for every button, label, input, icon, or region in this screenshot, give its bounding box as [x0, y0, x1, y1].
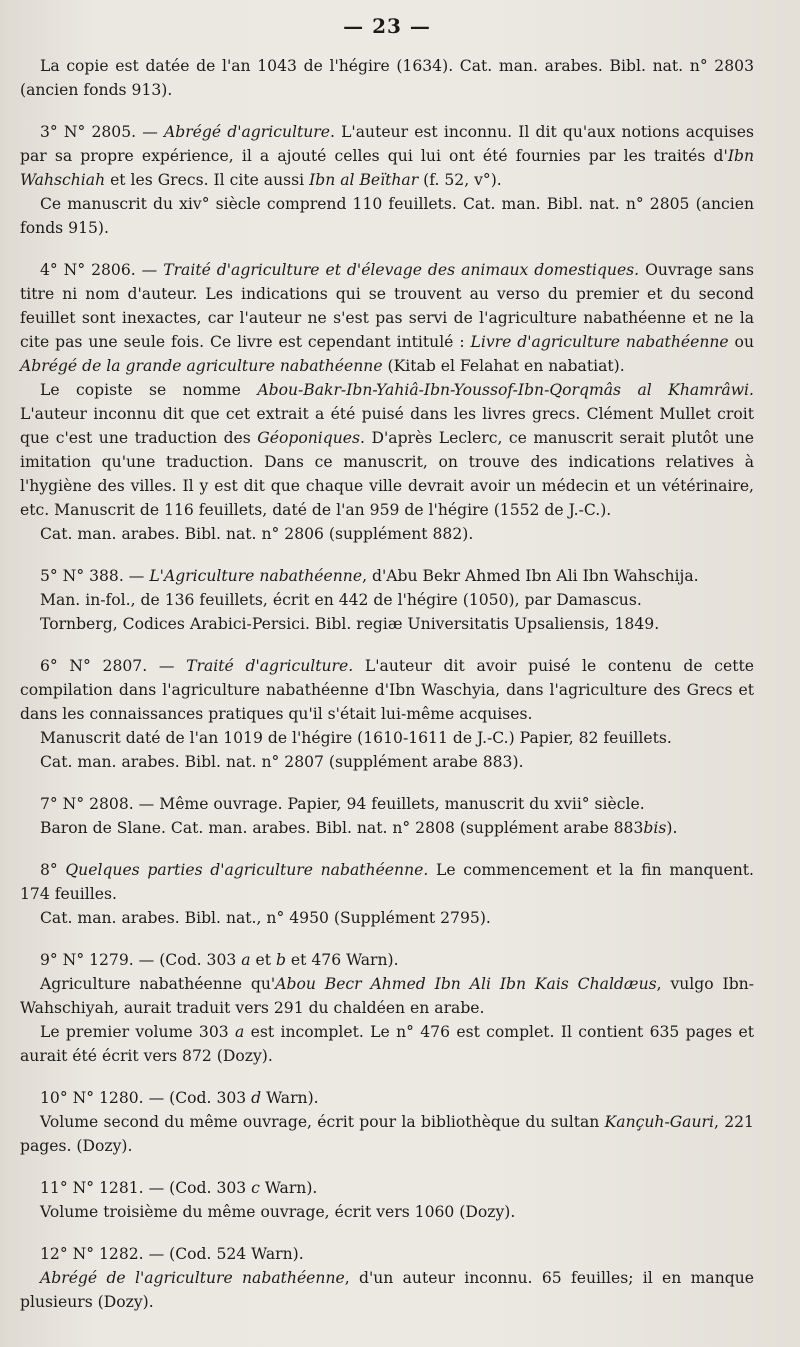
entry-heading: 6° N° 2807. —: [40, 657, 187, 675]
entry-8: [20, 858, 754, 930]
text: D'après Leclerc, ce manuscrit serait plutôt une imitation qu'une traduction. Dans ce manuscrit, on trouve des indications relatives à l'hygiène des villes. Il y est dit que chaque ville devrait avoir un médecin et un vétérinaire, etc. Manuscrit de 116 feuillets, daté de l'an 959 de l'hégire (1552 de J.-C.).: [20, 429, 755, 519]
text: , d'un auteur inconnu. 65 feuilles; il en manque plusieurs (Dozy).: [20, 1269, 754, 1311]
paragraph: Ce manuscrit du xiv° siècle comprend 110 feuillets. Cat. man. Bibl. nat. n° 2805 (ancien fonds 915).: [20, 195, 754, 237]
page-number: — 23 —: [343, 14, 431, 38]
paragraph: [20, 792, 754, 816]
text-italic: d: [251, 1089, 262, 1107]
author-name: Abou Becr Ahmed Ibn Ali Ibn Kais Chaldæus: [275, 975, 657, 993]
copyist-name: Abou-Bakr-Ibn-Yahiâ-Ibn-Youssof-Ibn-Qorqmâs al Khamrâwi.: [257, 381, 754, 399]
entry-4: [20, 258, 754, 546]
text: (f. 52, v°).: [418, 171, 502, 189]
entry-3: [20, 120, 754, 240]
text-italic: c: [251, 1179, 260, 1197]
text: Agriculture nabathéenne qu': [40, 975, 276, 993]
paragraph: Tornberg, Codices Arabici-Persici. Bibl. regiæ Universitatis Upsaliensis, 1849.: [40, 615, 660, 633]
text: Le premier volume 303: [40, 1023, 236, 1041]
entry-heading: 5° N° 388. —: [40, 567, 150, 585]
text: Le commencement et la fin manquent. 174 feuilles.: [20, 861, 754, 903]
paragraph: Cat. man. arabes. Bibl. nat. n° 2806 (supplément 882).: [40, 525, 474, 543]
entry-7: [20, 792, 754, 840]
paragraph: [20, 972, 754, 1020]
entry-title: Abrégé de l'agriculture nabathéenne: [40, 1269, 345, 1287]
paragraph: [20, 564, 754, 588]
paragraph: Volume troisième du même ouvrage, écrit vers 1060 (Dozy).: [40, 1203, 516, 1221]
entry-9: [20, 948, 754, 1068]
paragraph: [20, 1020, 754, 1068]
paragraph: 12° N° 1282. — (Cod. 524 Warn).: [40, 1245, 304, 1263]
entry-heading: 11° N° 1281. — (Cod. 303: [40, 1179, 252, 1197]
text-italic: b: [275, 951, 286, 969]
text: et 476 Warn).: [285, 951, 399, 969]
text: ou: [728, 333, 754, 351]
entry-heading: 8°: [40, 861, 66, 879]
text: Même ouvrage. Papier, 94 feuillets, manuscrit du xvii° siècle.: [159, 795, 645, 813]
text-italic: bis: [643, 819, 667, 837]
entry-heading: 4° N° 2806. —: [40, 261, 164, 279]
entry-12: [20, 1242, 754, 1314]
text: et: [250, 951, 276, 969]
paragraph: [20, 258, 754, 378]
paragraph: [20, 948, 754, 972]
entry-heading: 10° N° 1280. — (Cod. 303: [40, 1089, 252, 1107]
text: L'auteur dit avoir puisé le contenu de cette compilation dans l'agriculture nabathéenne d'Ibn Waschyia, dans l'agriculture des Grecs et dans les connaissances pratiques qu'il s'était lui-même acquises.: [20, 657, 754, 723]
text-italic: a: [241, 951, 251, 969]
text: est incomplet. Le n° 476 est complet. Il contient 635 pages et aurait été écrit vers 872 (Dozy).: [20, 1023, 754, 1065]
text: , d'Abu Bekr Ahmed Ibn Ali Ibn Wahschija.: [362, 567, 699, 585]
entry-6: [20, 654, 754, 774]
paragraph: Cat. man. arabes. Bibl. nat. n° 2807 (supplément arabe 883).: [40, 753, 524, 771]
text: ).: [666, 819, 678, 837]
paragraph: Cat. man. arabes. Bibl. nat., n° 4950 (Supplément 2795).: [40, 909, 491, 927]
text: Volume second du même ouvrage, écrit pour la bibliothèque du sultan: [40, 1113, 605, 1131]
paragraph: [20, 1086, 754, 1110]
text: et les Grecs. Il cite aussi: [105, 171, 310, 189]
paragraph: [20, 858, 754, 906]
entry-heading: 7° N° 2808. —: [40, 795, 160, 813]
text: Le copiste se nomme: [40, 381, 258, 399]
text: , vulgo Ibn-Wahschiyah, aurait traduit vers 291 du chaldéen en arabe.: [20, 975, 754, 1017]
text: , 221 pages. (Dozy).: [20, 1113, 754, 1155]
paragraph: Man. in-fol., de 136 feuillets, écrit en 442 de l'hégire (1050), par Damascus.: [40, 591, 642, 609]
text: (Kitab el Felahat en nabatiat).: [382, 357, 625, 375]
entry-title: Traité d'agriculture.: [186, 657, 354, 675]
paragraph: [20, 1266, 754, 1314]
entry-title: Abrégé d'agriculture: [163, 123, 330, 141]
text: L'auteur inconnu dit que cet extrait a été puisé dans les livres grecs. Clément Mullet croit que c'est une traduction des: [20, 405, 754, 447]
text: Ouvrage sans titre ni nom d'auteur. Les indications qui se trouvent au verso du premier et du second feuillet sont inexactes, car l'auteur ne s'est pas servi de l'agriculture nabathéenne et ne la cite pas une seule fois. Ce livre est cependant intitulé :: [20, 261, 754, 351]
author-name: Ibn al Beïthar: [309, 171, 419, 189]
paragraph: [20, 654, 754, 726]
text: Warn).: [261, 1089, 319, 1107]
book-title: Géoponiques.: [257, 429, 365, 447]
paragraph: [20, 378, 754, 522]
paragraph: [20, 1110, 754, 1158]
author-name: Ibn Wahschiah: [20, 147, 754, 189]
paragraph: [20, 1176, 754, 1200]
paragraph: [20, 120, 754, 192]
text: Warn).: [259, 1179, 318, 1197]
entry-11: [20, 1176, 754, 1224]
entry-title: Traité d'agriculture et d'élevage des animaux domestiques.: [163, 261, 640, 279]
entry-heading: 3° N° 2805. —: [40, 123, 164, 141]
text: . L'auteur est inconnu. Il dit qu'aux notions acquises par sa propre expérience, il a ajouté celles qui lui ont été fournies par les traités d': [20, 123, 754, 165]
book-title: Abrégé de la grande agriculture nabathéenne: [20, 357, 383, 375]
entry-intro: [20, 54, 754, 102]
book-title: Livre d'agriculture nabathéenne: [470, 333, 729, 351]
text: Baron de Slane. Cat. man. arabes. Bibl. nat. n° 2808 (supplément arabe 883: [40, 819, 644, 837]
sultan-name: Kançuh-Gauri: [604, 1113, 714, 1131]
paragraph: [20, 816, 754, 840]
text-italic: a: [235, 1023, 245, 1041]
entry-title: Quelques parties d'agriculture nabathéenne.: [65, 861, 429, 879]
paragraph: La copie est datée de l'an 1043 de l'hégire (1634). Cat. man. arabes. Bibl. nat. n° 2803 (ancien fonds 913).: [20, 57, 754, 99]
entry-heading: 9° N° 1279. — (Cod. 303: [40, 951, 242, 969]
entry-5: [20, 564, 754, 636]
entry-title: L'Agriculture nabathéenne: [149, 567, 363, 585]
paragraph: Manuscrit daté de l'an 1019 de l'hégire (1610-1611 de J.-C.) Papier, 82 feuillets.: [40, 729, 672, 747]
entry-10: [20, 1086, 754, 1158]
